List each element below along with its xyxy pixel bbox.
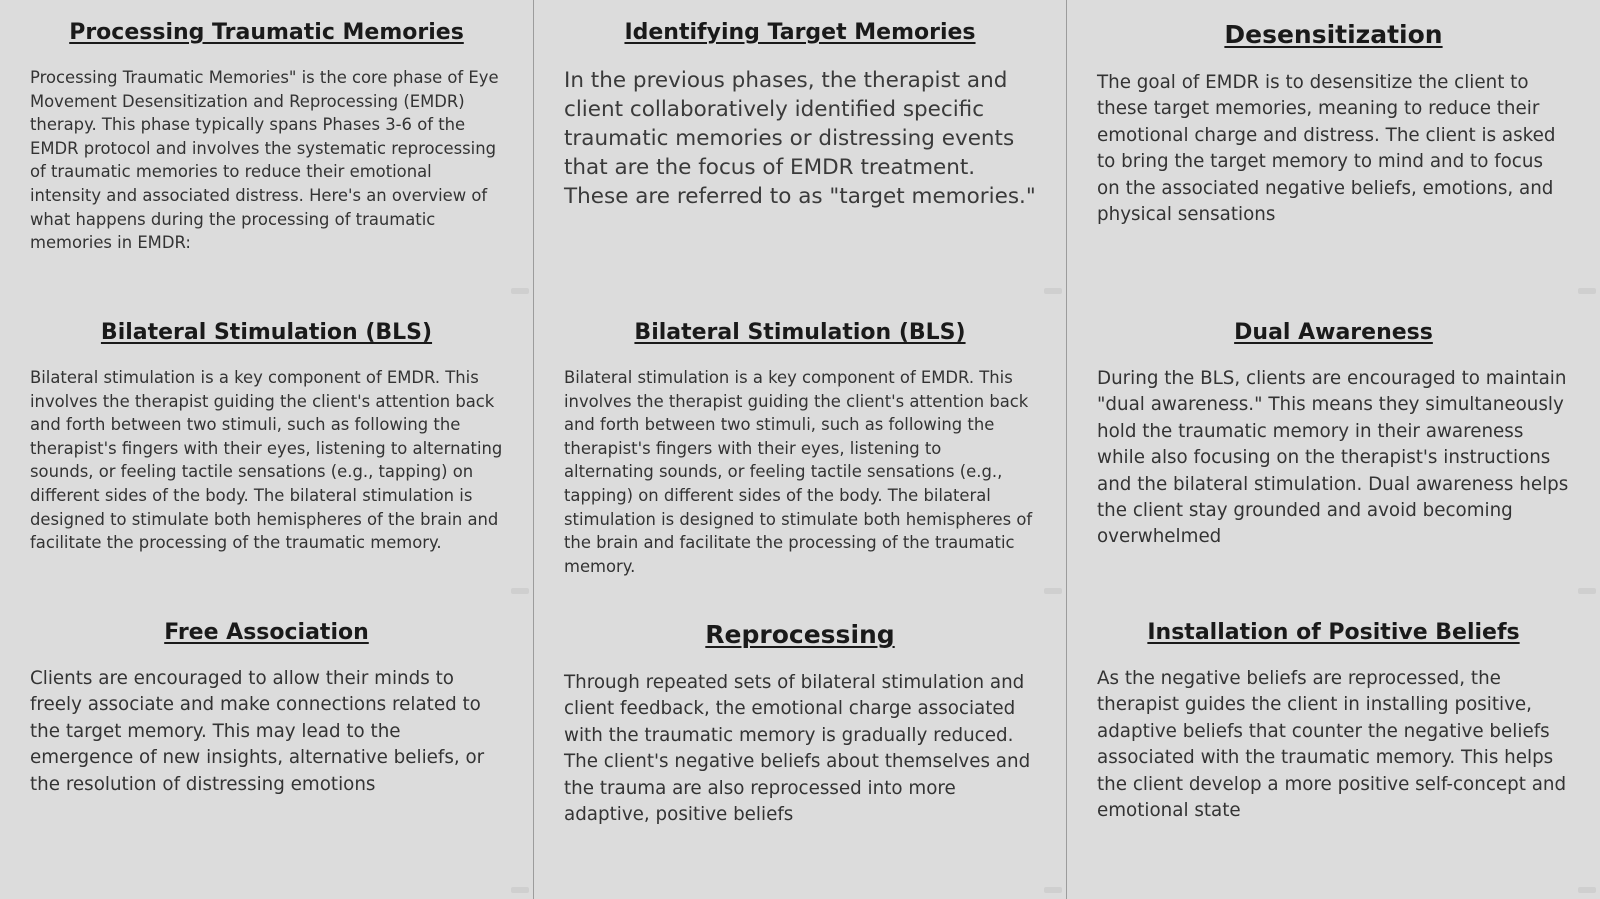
slide-title: Bilateral Stimulation (BLS): [634, 320, 966, 345]
slide-bilateral-stimulation-1: [0, 300, 533, 600]
slide-title: Dual Awareness: [1234, 320, 1433, 345]
slide-desensitization: [1066, 0, 1600, 300]
slide-installation-of-positive-beliefs: [1066, 600, 1600, 899]
watermark-icon: [1044, 288, 1062, 294]
slide-title: Desensitization: [1224, 20, 1443, 49]
watermark-icon: [511, 588, 529, 594]
slide-title: Reprocessing: [705, 620, 895, 649]
slide-title: Identifying Target Memories: [624, 20, 976, 45]
slide-title: Installation of Positive Beliefs: [1147, 620, 1520, 645]
slide-reprocessing: [533, 600, 1066, 899]
watermark-icon: [511, 288, 529, 294]
slide-processing-traumatic-memories: [0, 0, 533, 300]
watermark-icon: [1578, 588, 1596, 594]
slide-body: Bilateral stimulation is a key component of EMDR. This involves the therapist guiding the client's attention back and forth between two stimuli, such as following the therapist's fingers with their eyes, listening to alternating sounds, or feeling tactile sensations (e.g., tapping) on different sides of the body. The bilateral stimulation is designed to stimulate both hemispheres of the brain and facilitate the processing of the traumatic memory.: [564, 368, 1033, 576]
watermark-icon: [1044, 588, 1062, 594]
slide-body: Processing Traumatic Memories" is the core phase of Eye Movement Desensitization and Reprocessing (EMDR) therapy. This phase typically spans Phases 3-6 of the EMDR protocol and involves the systematic reprocessing of traumatic memories to reduce their emotional intensity and associated distress. Here's an overview of what happens during the processing of traumatic memories in EMDR:: [30, 68, 499, 253]
watermark-icon: [1578, 887, 1596, 893]
slide-body: The goal of EMDR is to desensitize the client to these target memories, meaning to reduce their emotional charge and distress. The client is asked to bring the target memory to mind and to focus on the associated negative beliefs, emotions, and physical sensations: [1097, 72, 1556, 226]
watermark-icon: [1044, 887, 1062, 893]
slide-body: Bilateral stimulation is a key component of EMDR. This involves the therapist guiding the client's attention back and forth between two stimuli, such as following the therapist's fingers with their eyes, listening to alternating sounds, or feeling tactile sensations (e.g., tapping) on different sides of the body. The bilateral stimulation is designed to stimulate both hemispheres of the brain and facilitate the processing of the traumatic memory.: [30, 368, 503, 553]
slide-body: Clients are encouraged to allow their minds to freely associate and make connections related to the target memory. This may lead to the emergence of new insights, alternative beliefs, or the resolution of distressing emotions: [30, 668, 485, 795]
slide-body: As the negative beliefs are reprocessed, the therapist guides the client in installing positive, adaptive beliefs that counter the negative beliefs associated with the traumatic memory. This helps the client develop a more positive self-concept and emotional state: [1097, 668, 1567, 822]
slide-dual-awareness: [1066, 300, 1600, 600]
slide-body: In the previous phases, the therapist and client collaboratively identified specific traumatic memories or distressing events that are the focus of EMDR treatment. These are referred to as "target memories.": [564, 68, 1036, 209]
slide-title: Bilateral Stimulation (BLS): [100, 320, 433, 345]
watermark-icon: [1578, 288, 1596, 294]
slide-identifying-target-memories: [533, 0, 1066, 300]
slide-bilateral-stimulation-2: [533, 300, 1066, 600]
slide-body: During the BLS, clients are encouraged to maintain "dual awareness." This means they simultaneously hold the traumatic memory in their awareness while also focusing on the therapist's instructions and the bilateral stimulation. Dual awareness helps the client stay grounded and avoid becoming overwhelmed: [1097, 368, 1569, 548]
watermark-icon: [511, 887, 529, 893]
slide-title: Free Association: [164, 620, 369, 645]
slide-free-association: [0, 600, 533, 899]
slide-body: Through repeated sets of bilateral stimulation and client feedback, the emotional charge associated with the traumatic memory is gradually reduced. The client's negative beliefs about themselves and the trauma are also reprocessed into more adaptive, positive beliefs: [564, 672, 1031, 826]
slide-title: Processing Traumatic Memories: [69, 20, 464, 45]
